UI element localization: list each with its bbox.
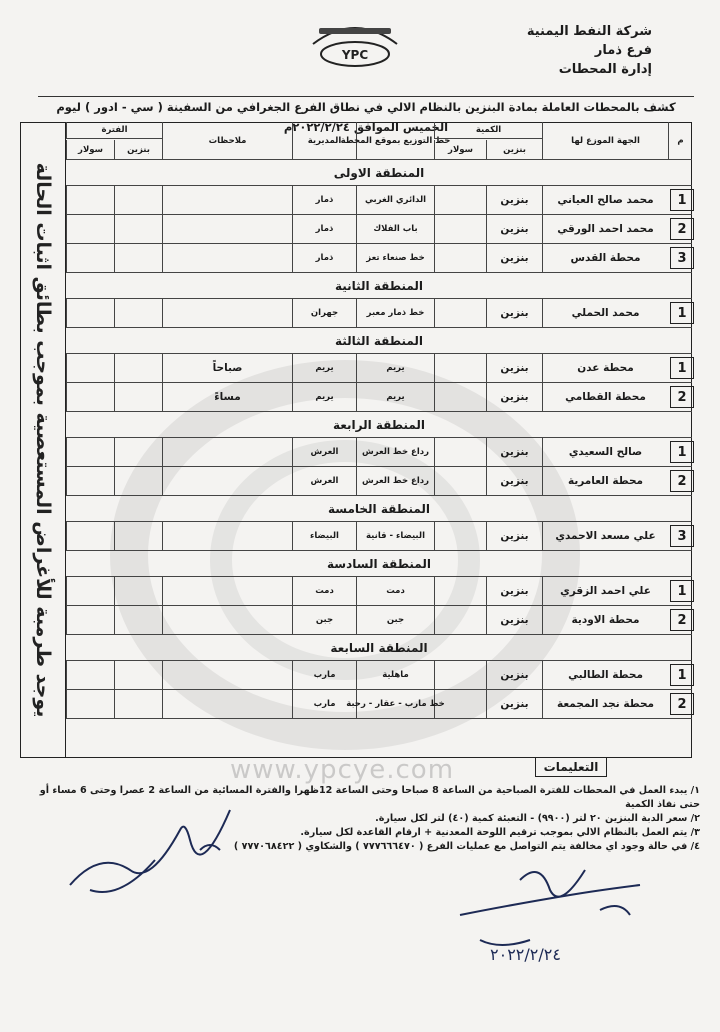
instruction-item: ٣/ يتم العمل بالنظام الالي بموجب ترقيم اللوحة المعدنية + ارقام القاعدة لكل سيارة. xyxy=(300,827,700,838)
cell-diesel xyxy=(434,438,486,466)
cell-route: البيضاء - قانية xyxy=(356,522,434,550)
cell-notes xyxy=(162,299,292,327)
cell-entity: محطة نجد المجمعة xyxy=(542,690,668,718)
cell-p_diesel xyxy=(66,186,114,214)
cell-district: مارب xyxy=(292,661,356,689)
table-row xyxy=(66,215,692,244)
cell-diesel xyxy=(434,244,486,272)
cell-num: 2 xyxy=(670,609,694,631)
cell-p_diesel xyxy=(66,383,114,411)
cell-num: 1 xyxy=(670,189,694,211)
cell-route: خط ذمار معبر xyxy=(356,299,434,327)
cell-entity: علي مسعد الاحمدي xyxy=(542,522,668,550)
cell-p_petrol xyxy=(114,244,162,272)
cell-p_petrol xyxy=(114,467,162,495)
zone-heading xyxy=(66,496,692,522)
zone-name: المنطقة الثانية xyxy=(334,278,424,293)
zone-name: المنطقة الاولى xyxy=(333,165,425,180)
cell-district: العرش xyxy=(292,438,356,466)
zone-name: المنطقة السادسة xyxy=(327,556,431,571)
cell-diesel xyxy=(434,299,486,327)
cell-petrol: بنزين xyxy=(486,522,542,550)
cell-route: ماهلية xyxy=(356,661,434,689)
header-period-petrol: بنزين xyxy=(114,140,162,159)
cell-notes: مساءً xyxy=(162,383,292,411)
zone-heading xyxy=(66,328,692,354)
signature-left xyxy=(60,790,260,910)
header-num: م xyxy=(668,122,692,159)
cell-entity: محمد صالح العياني xyxy=(542,186,668,214)
company-name: شركة النفط اليمنية xyxy=(526,24,652,39)
header-notes: ملاحظات xyxy=(162,122,292,159)
cell-route: خط صنعاء تعز xyxy=(356,244,434,272)
cell-diesel xyxy=(434,215,486,243)
cell-diesel xyxy=(434,606,486,634)
cell-district: يريم xyxy=(292,354,356,382)
table-header-row xyxy=(66,122,692,160)
cell-entity: محطة عدن xyxy=(542,354,668,382)
cell-district: مارب xyxy=(292,690,356,718)
cell-p_petrol xyxy=(114,606,162,634)
cell-num: 1 xyxy=(670,664,694,686)
cell-petrol: بنزين xyxy=(486,383,542,411)
cell-petrol: بنزين xyxy=(486,690,542,718)
cell-petrol: بنزين xyxy=(486,299,542,327)
cell-notes xyxy=(162,215,292,243)
table-row xyxy=(66,438,692,467)
cell-route: يريم xyxy=(356,354,434,382)
cell-p_diesel xyxy=(66,661,114,689)
zone-heading xyxy=(66,635,692,661)
table-row xyxy=(66,606,692,635)
cell-p_petrol xyxy=(114,215,162,243)
cell-petrol: بنزين xyxy=(486,354,542,382)
side-note-column xyxy=(20,122,66,758)
cell-district: جبن xyxy=(292,606,356,634)
cell-district: ذمار xyxy=(292,186,356,214)
cell-entity: محطة القدس xyxy=(542,244,668,272)
cell-num: 2 xyxy=(670,218,694,240)
cell-district: البيضاء xyxy=(292,522,356,550)
cell-notes xyxy=(162,606,292,634)
cell-num: 2 xyxy=(670,693,694,715)
cell-diesel xyxy=(434,467,486,495)
cell-route: رداع خط العرش xyxy=(356,467,434,495)
cell-p_diesel xyxy=(66,606,114,634)
cell-route: رداع خط العرش xyxy=(356,438,434,466)
cell-notes xyxy=(162,244,292,272)
cell-petrol: بنزين xyxy=(486,244,542,272)
cell-diesel xyxy=(434,661,486,689)
cell-p_petrol xyxy=(114,438,162,466)
cell-num: 1 xyxy=(670,441,694,463)
cell-p_diesel xyxy=(66,522,114,550)
cell-p_petrol xyxy=(114,661,162,689)
cell-notes xyxy=(162,690,292,718)
company-header xyxy=(527,22,652,79)
cell-district: دمت xyxy=(292,577,356,605)
cell-petrol: بنزين xyxy=(486,661,542,689)
cell-notes: صباحاً xyxy=(162,354,292,382)
cell-entity: علي احمد الزقري xyxy=(542,577,668,605)
cell-p_petrol xyxy=(114,354,162,382)
header-route: خط التوزيع بموقع المحطة xyxy=(356,122,434,159)
cell-num: 1 xyxy=(670,357,694,379)
cell-entity: صالح السعيدي xyxy=(542,438,668,466)
cell-p_diesel xyxy=(66,215,114,243)
department-name: إدارة المحطات xyxy=(558,62,652,77)
cell-p_petrol xyxy=(114,383,162,411)
cell-p_diesel xyxy=(66,438,114,466)
signature-right xyxy=(450,850,680,970)
table-row xyxy=(66,467,692,496)
cell-petrol: بنزين xyxy=(486,606,542,634)
cell-notes xyxy=(162,467,292,495)
cell-entity: محطة القطامي xyxy=(542,383,668,411)
header-diesel: سولار xyxy=(434,140,486,159)
cell-district: ذمار xyxy=(292,215,356,243)
cell-diesel xyxy=(434,186,486,214)
cell-route: خط مارب - عقار - رحبة xyxy=(356,690,434,718)
header-district: المديرية xyxy=(292,122,356,159)
table-row xyxy=(66,299,692,328)
cell-p_diesel xyxy=(66,690,114,718)
zone-heading xyxy=(66,160,692,186)
cell-p_diesel xyxy=(66,577,114,605)
cell-num: 2 xyxy=(670,386,694,408)
branch-name: فرع ذمار xyxy=(594,43,652,58)
cell-route: الدائري الغربي xyxy=(356,186,434,214)
cell-notes xyxy=(162,577,292,605)
instructions-title: التعليمات xyxy=(535,757,607,777)
cell-num: 1 xyxy=(670,580,694,602)
cell-num: 3 xyxy=(670,525,694,547)
table-row xyxy=(66,354,692,383)
instruction-item: ٤/ في حالة وجود اي مخالفة يتم التواصل مع عمليات الفرع ( ٧٧٧٦٦٦٤٧٠ ) والشكاوي ( ٧٧٧٠٦٨٤٢٢ ) xyxy=(233,841,700,852)
zone-heading xyxy=(66,551,692,577)
table-row xyxy=(66,186,692,215)
cell-notes xyxy=(162,661,292,689)
cell-notes xyxy=(162,438,292,466)
cell-p_petrol xyxy=(114,186,162,214)
cell-p_petrol xyxy=(114,299,162,327)
cell-district: العرش xyxy=(292,467,356,495)
cell-petrol: بنزين xyxy=(486,577,542,605)
zone-name: المنطقة الرابعة xyxy=(332,417,426,432)
instruction-item: ٢/ سعر الدبة البنزين ٢٠ لتر (٩٩٠٠) - التعبئة كمية (٤٠) لتر لكل سيارة. xyxy=(375,813,700,824)
cell-route: دمت xyxy=(356,577,434,605)
cell-p_petrol xyxy=(114,577,162,605)
table-row xyxy=(66,577,692,606)
table-row xyxy=(66,661,692,690)
cell-p_petrol xyxy=(114,522,162,550)
ypc-logo xyxy=(305,14,405,70)
cell-petrol: بنزين xyxy=(486,215,542,243)
logo-text: YPC xyxy=(341,48,369,62)
cell-entity: محمد احمد الورقي xyxy=(542,215,668,243)
watermark-url: www.ypcye.com xyxy=(230,755,455,785)
cell-petrol: بنزين xyxy=(486,467,542,495)
cell-diesel xyxy=(434,383,486,411)
cell-notes xyxy=(162,186,292,214)
cell-diesel xyxy=(434,577,486,605)
page-title: كشف بالمحطات العاملة بمادة البنزين بالنظام الالي في نطاق الفرع الجغرافي من السفينة ( سي - ادور ) ليوم الخميس الموافق ٢٠٢٢/٢/٢٤م xyxy=(38,96,694,117)
cell-p_diesel xyxy=(66,354,114,382)
header-period-diesel: سولار xyxy=(66,140,114,159)
cell-district: يريم xyxy=(292,383,356,411)
zone-heading xyxy=(66,273,692,299)
cell-p_petrol xyxy=(114,690,162,718)
cell-petrol: بنزين xyxy=(486,438,542,466)
signature-date: ٢٠٢٢/٢/٢٤ xyxy=(490,945,561,964)
header-quantity: الكمية xyxy=(434,122,542,139)
zone-heading xyxy=(66,412,692,438)
cell-num: 2 xyxy=(670,470,694,492)
instruction-item: ١/ يبدء العمل في المحطات للفترة الصباحية من الساعة 8 صباحا وحتى الساعة 12ظهرا والفترة المسائية من الساعة 2 عصرا وحتى 6 مساء أو حتى نفاذ الكمية xyxy=(39,785,700,810)
header-period: الفترة xyxy=(66,122,162,139)
table-row xyxy=(66,244,692,273)
cell-route: باب الفلاك xyxy=(356,215,434,243)
header-petrol: بنزين xyxy=(486,140,542,159)
cell-entity: محطة الطالبي xyxy=(542,661,668,689)
cell-entity: محطة الاودية xyxy=(542,606,668,634)
cell-diesel xyxy=(434,522,486,550)
cell-num: 3 xyxy=(670,247,694,269)
cell-p_diesel xyxy=(66,299,114,327)
cell-entity: محمد الحملي xyxy=(542,299,668,327)
cell-route: يريم xyxy=(356,383,434,411)
zone-name: المنطقة الخامسة xyxy=(327,501,431,516)
zone-name: المنطقة الثالثة xyxy=(334,333,424,348)
side-note: يوجد طرمبة للأغراض المستعصية بموجب بطائق اثبات الحالة xyxy=(31,162,54,718)
zone-name: المنطقة السابعة xyxy=(330,640,428,655)
cell-district: جهران xyxy=(292,299,356,327)
table-row xyxy=(66,522,692,551)
cell-p_diesel xyxy=(66,467,114,495)
cell-num: 1 xyxy=(670,302,694,324)
table-row xyxy=(66,383,692,412)
cell-notes xyxy=(162,522,292,550)
header-entity: الجهة الموزع لها xyxy=(542,122,668,159)
cell-petrol: بنزين xyxy=(486,186,542,214)
cell-p_diesel xyxy=(66,244,114,272)
cell-diesel xyxy=(434,354,486,382)
cell-route: جبن xyxy=(356,606,434,634)
table-row xyxy=(66,690,692,719)
cell-entity: محطة العامرية xyxy=(542,467,668,495)
cell-district: ذمار xyxy=(292,244,356,272)
